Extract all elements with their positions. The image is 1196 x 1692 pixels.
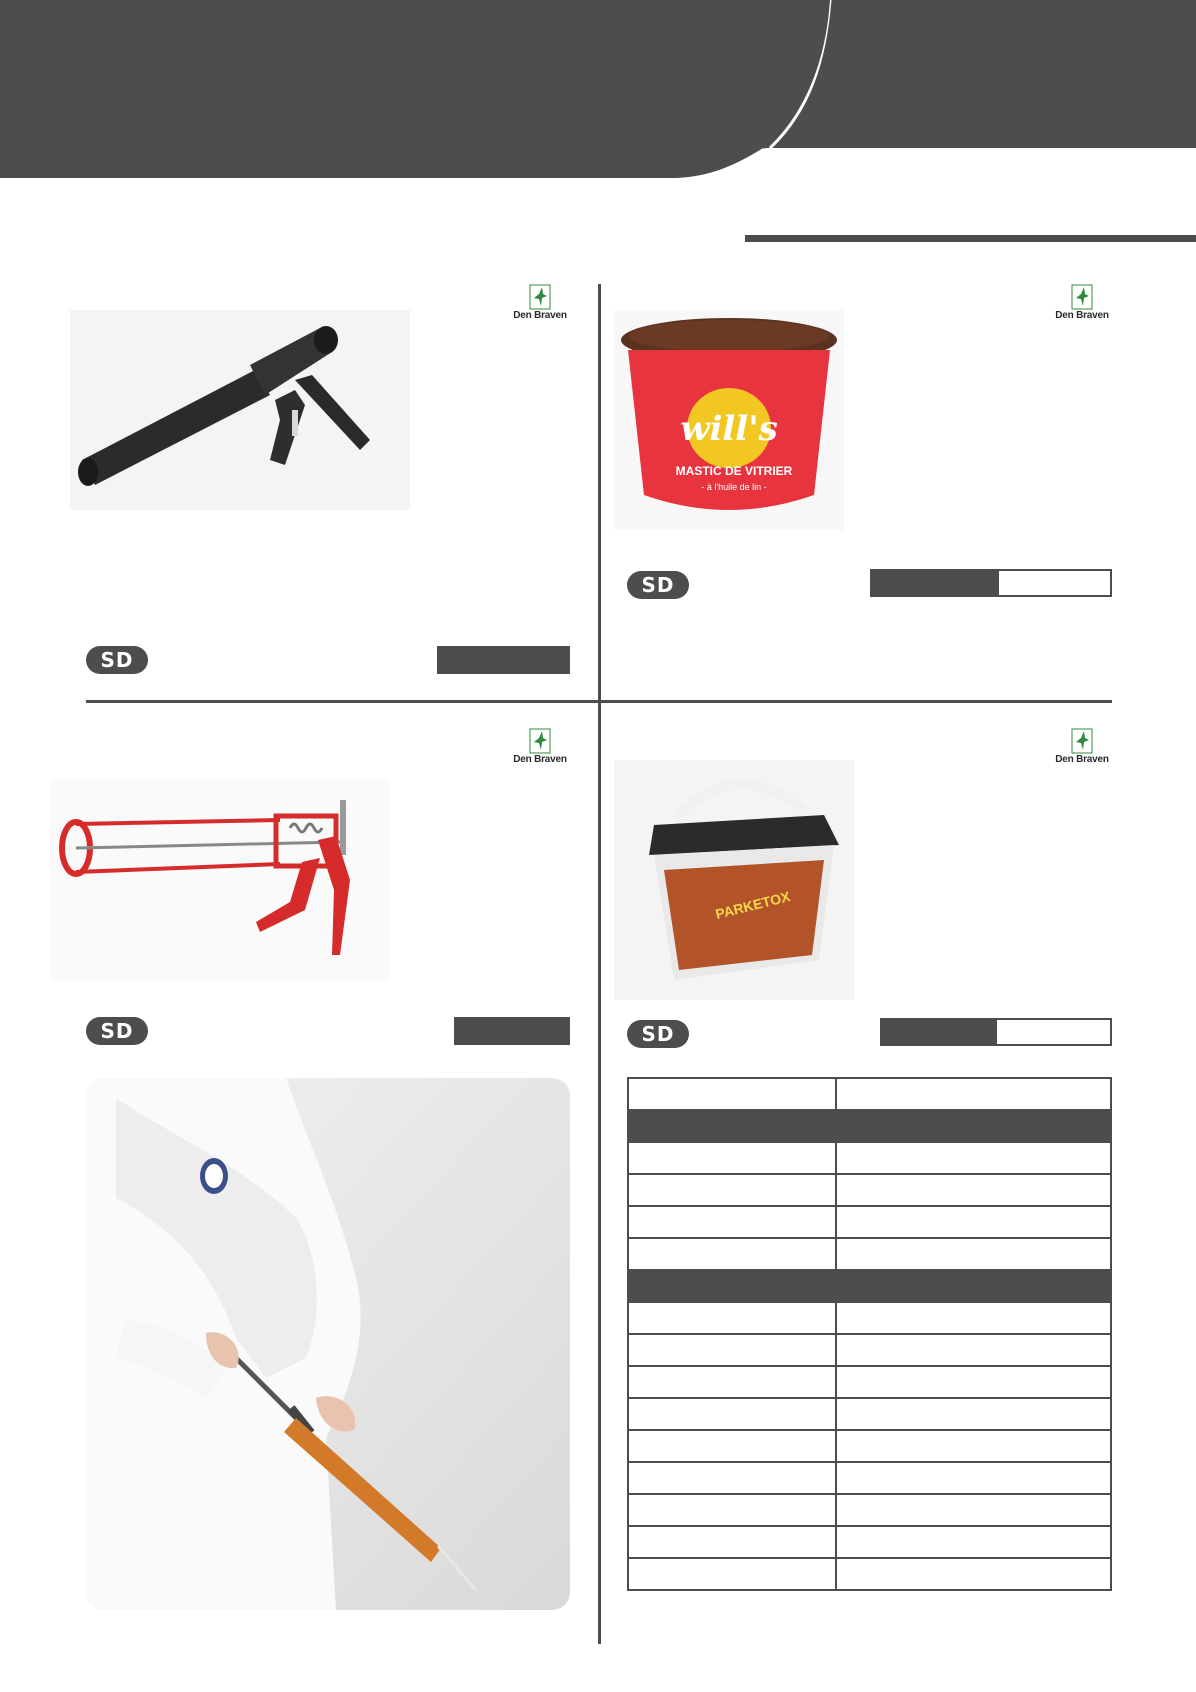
table-row (628, 1302, 1111, 1334)
bird-logo-icon (1070, 284, 1094, 310)
table-row (628, 1494, 1111, 1526)
black-caulking-gun-image (70, 310, 410, 510)
table-cell-label (628, 1366, 836, 1398)
table-cell-value (836, 1494, 1111, 1526)
table-cell-label (628, 1110, 836, 1142)
tub-brand-text: will's (680, 409, 778, 449)
reference-box-split (880, 1018, 1112, 1046)
bucket-label: PARKETOX (713, 888, 792, 923)
sd-badge: SD (86, 1017, 148, 1045)
table-cell-value (836, 1174, 1111, 1206)
worker-applying-sealant-image (86, 1078, 570, 1610)
table-row (628, 1398, 1111, 1430)
product-card-parquet-bucket (610, 720, 1130, 1060)
table-cell-label (628, 1430, 836, 1462)
tub-product-line1: MASTIC DE VITRIER (675, 464, 793, 478)
table-cell-value (836, 1142, 1111, 1174)
header-banner (0, 0, 1196, 180)
header-rule (745, 235, 1196, 242)
table-cell-value (836, 1366, 1111, 1398)
spec-table-body (628, 1078, 1111, 1590)
table-row (628, 1078, 1111, 1110)
table-cell-label (628, 1462, 836, 1494)
bird-logo-icon (528, 284, 552, 310)
reference-box-fill (872, 571, 999, 595)
product-card-wills-tub (610, 280, 1130, 680)
table-row (628, 1334, 1111, 1366)
den-braven-logo (1052, 728, 1112, 772)
table-cell-value (836, 1558, 1111, 1590)
red-caulking-gun-image (50, 780, 390, 980)
table-cell-value (836, 1078, 1111, 1110)
reference-box (454, 1017, 570, 1045)
sd-badge: SD (627, 571, 689, 599)
tub-product-line2: - à l'huile de lin - (701, 482, 767, 492)
logo-text: Den Braven (513, 754, 567, 765)
logo-text: Den Braven (513, 310, 567, 321)
table-row (628, 1206, 1111, 1238)
spec-table (627, 1077, 1112, 1591)
table-cell-label (628, 1270, 836, 1302)
table-row (628, 1558, 1111, 1590)
table-section-row (628, 1270, 1111, 1302)
bird-logo-icon (528, 728, 552, 754)
table-cell-value (836, 1462, 1111, 1494)
table-cell-value (836, 1398, 1111, 1430)
logo-text: Den Braven (1055, 754, 1109, 765)
table-cell-label (628, 1238, 836, 1270)
reference-box-blank (997, 1020, 1110, 1044)
logo-text: Den Braven (1055, 310, 1109, 321)
table-cell-label (628, 1302, 836, 1334)
den-braven-logo (1052, 284, 1112, 328)
table-row (628, 1366, 1111, 1398)
worker-photo (86, 1078, 570, 1610)
table-cell-value (836, 1206, 1111, 1238)
table-cell-label (628, 1206, 836, 1238)
den-braven-logo (510, 284, 570, 328)
table-row (628, 1526, 1111, 1558)
table-cell-label (628, 1494, 836, 1526)
table-cell-label (628, 1558, 836, 1590)
table-row (628, 1462, 1111, 1494)
reference-box-split (870, 569, 1112, 597)
wills-putty-tub-image (614, 310, 844, 530)
bird-logo-icon (1070, 728, 1094, 754)
reference-box-fill (882, 1020, 997, 1044)
product-card-black-gun (60, 280, 590, 680)
table-cell-label (628, 1526, 836, 1558)
table-row (628, 1142, 1111, 1174)
den-braven-logo (510, 728, 570, 772)
reference-box (437, 646, 570, 674)
sd-badge: SD (627, 1020, 689, 1048)
table-cell-value (836, 1302, 1111, 1334)
table-cell-value (836, 1334, 1111, 1366)
table-row (628, 1430, 1111, 1462)
reference-box-blank (999, 571, 1110, 595)
table-row (628, 1238, 1111, 1270)
table-row (628, 1174, 1111, 1206)
parquet-adhesive-bucket-image (614, 760, 854, 1000)
table-cell-label (628, 1078, 836, 1110)
table-cell-value (836, 1110, 1111, 1142)
table-cell-value (836, 1526, 1111, 1558)
product-card-red-gun (40, 720, 590, 1060)
horizontal-divider (86, 700, 1112, 703)
table-cell-label (628, 1174, 836, 1206)
table-cell-label (628, 1334, 836, 1366)
table-cell-value (836, 1270, 1111, 1302)
vertical-divider (598, 284, 601, 1644)
table-cell-value (836, 1430, 1111, 1462)
table-cell-value (836, 1238, 1111, 1270)
table-section-row (628, 1110, 1111, 1142)
sd-badge: SD (86, 646, 148, 674)
table-cell-label (628, 1142, 836, 1174)
table-cell-label (628, 1398, 836, 1430)
